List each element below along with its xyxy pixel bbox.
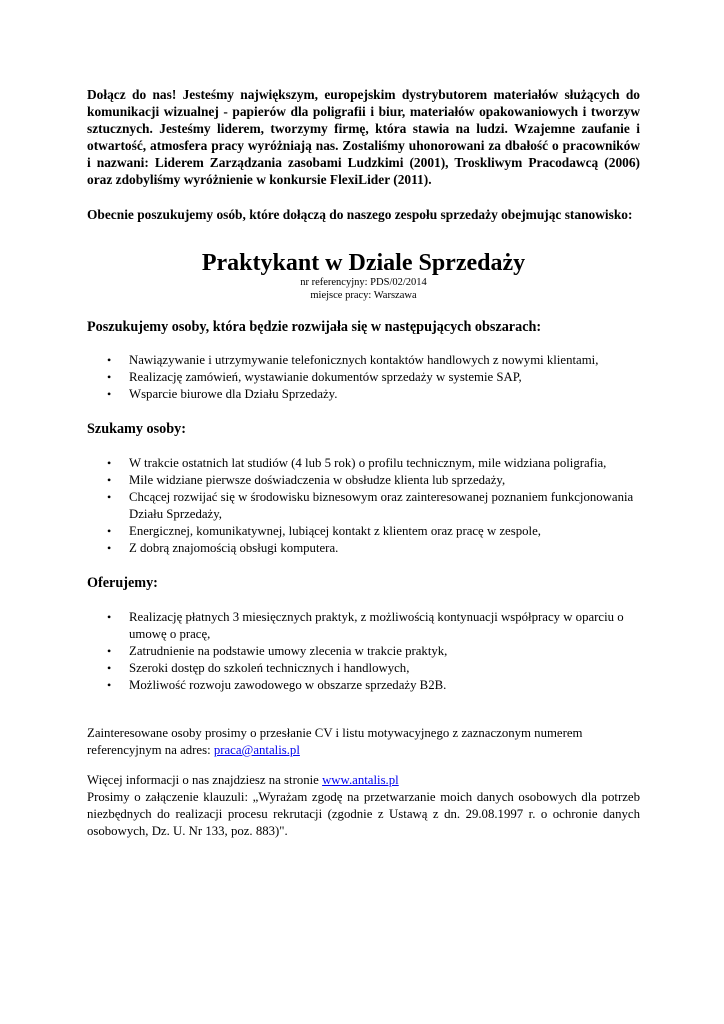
contact-info-paragraph [87,772,640,789]
list-item-text: Nawiązywanie i utrzymywanie telefonicznych kontaktów handlowych z nowymi klientami, [129,353,599,367]
areas-list [87,352,640,403]
bullet-icon: • [107,524,112,538]
list-item-text: Realizację zamówień, wystawianie dokumentów sprzedaży w systemie SAP, [129,370,522,384]
job-reference: nr referencyjny: PDS/02/2014 [300,277,427,288]
list-item [87,660,640,677]
job-location: miejsce pracy: Warszawa [310,290,417,301]
bullet-icon: • [107,456,112,470]
list-item [87,540,640,557]
consent-clause: Prosimy o załączenie klauzuli: „Wyrażam zgodę na przetwarzanie moich danych osobowych dla potrzeb niezbędnych do realizacji procesu rekrutacji (zgodnie z Ustawą z dn. 29.08.1997 r. o ochronie danych osobowych, Dz. U. Nr 133, poz. 883)". [87,790,640,838]
list-item-text: Chcącej rozwijać się w środowisku biznesowym oraz zainteresowanej poznaniem funkcjonowania Działu Sprzedaży, [129,490,634,521]
bullet-icon: • [107,678,112,692]
list-item-text: Z dobrą znajomością obsługi komputera. [129,541,339,555]
list-item [87,472,640,489]
bullet-icon: • [107,473,112,487]
offer-list [87,609,640,694]
requirements-list [87,455,640,557]
job-title: Praktykant w Dziale Sprzedaży [201,250,526,276]
website-link[interactable]: www.antalis.pl [322,773,399,787]
list-item [87,643,640,660]
contact-cv-text: Zainteresowane osoby prosimy o przesłanie CV i listu motywacyjnego z zaznaczonym numerem referencyjnym na adres: [87,726,583,757]
list-item [87,677,640,694]
list-item-text: Mile widziane pierwsze doświadczenia w obsłudze klienta lub sprzedaży, [129,473,506,487]
list-item [87,523,640,540]
list-item-text: W trakcie ostatnich lat studiów (4 lub 5 rok) o profilu technicznym, mile widziana poligrafia, [129,456,607,470]
contact-cv-paragraph [87,725,640,759]
bullet-icon: • [107,610,112,624]
bullet-icon: • [107,387,112,401]
list-item-text: Szeroki dostęp do szkoleń technicznych i handlowych, [129,661,410,675]
list-item [87,489,640,523]
list-item [87,386,640,403]
bullet-icon: • [107,661,112,675]
list-item-text: Realizację płatnych 3 miesięcznych praktyk, z możliwością kontynuacji współpracy w oparciu o umowę o pracę, [129,610,624,641]
list-item [87,352,640,369]
list-item-text: Możliwość rozwoju zawodowego w obszarze sprzedaży B2B. [129,678,447,692]
list-item [87,369,640,386]
list-item [87,455,640,472]
section-heading-requirements: Szukamy osoby: [87,421,186,437]
section-heading-areas: Poszukujemy osoby, która będzie rozwijała się w następujących obszarach: [87,319,542,335]
list-item-text: Energicznej, komunikatywnej, lubiącej kontakt z klientem oraz pracę w zespole, [129,524,541,538]
bullet-icon: • [107,353,112,367]
list-item-text: Zatrudnienie na podstawie umowy zlecenia w trakcie praktyk, [129,644,448,658]
document-content [87,86,640,840]
list-item [87,609,640,643]
contact-info-text: Więcej informacji o nas znajdziesz na stronie [87,773,323,787]
intro-paragraph: Dołącz do nas! Jesteśmy największym, europejskim dystrybutorem materiałów służących do komunikacji wizualnej - papierów dla poligrafii i biur, materiałów opakowaniowych i tworzyw sztucznych. Jesteśmy liderem, tworzymy firmę, która stawia na ludzi. Wzajemne zaufanie i otwartość, atmosfera pracy wyróżniają nas. Zostaliśmy uhonorowani za dbałość o pracowników i nazwani: Liderem Zarządzania zasobami Ludzkimi (2001), Troskliwym Pracodawcą (2006) oraz zdobyliśmy wyróżnienie w konkursie FlexiLider (2011). [87,87,640,187]
section-heading-offer: Oferujemy: [87,575,158,591]
bullet-icon: • [107,541,112,555]
bullet-icon: • [107,370,112,384]
bullet-icon: • [107,490,112,504]
bullet-icon: • [107,644,112,658]
list-item-text: Wsparcie biurowe dla Działu Sprzedaży. [129,387,338,401]
intro-search-paragraph: Obecnie poszukujemy osób, które dołączą do naszego zespołu sprzedaży obejmując stanowisko: [87,207,633,222]
email-link[interactable]: praca@antalis.pl [213,743,300,757]
